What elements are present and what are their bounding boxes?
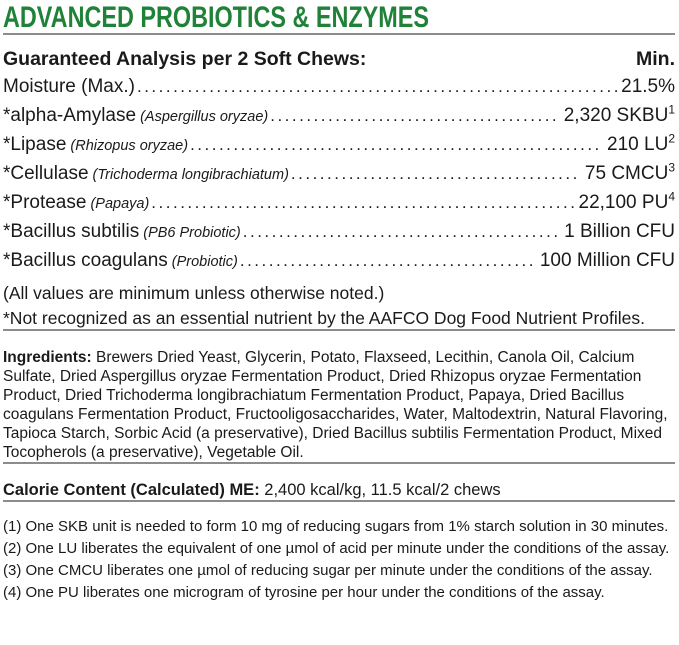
nutrient-name: *Bacillus coagulans [3, 250, 168, 271]
footnote-1: (1) One SKB unit is needed to form 10 mg of reducing sugars from 1% starch solution in 30 minutes. [3, 518, 669, 535]
calorie-value: 2,400 kcal/kg, 11.5 kcal/2 chews [264, 481, 501, 499]
analysis-row-value [564, 218, 675, 245]
value-text: 2,320 SKBU [563, 105, 669, 126]
analysis-row-value [585, 160, 675, 187]
nutrient-name: *Bacillus subtilis [3, 221, 140, 242]
species-name: (Trichoderma longibrachiatum) [92, 167, 289, 183]
species-name: (Aspergillus oryzae) [140, 109, 269, 125]
analysis-row-label [3, 218, 241, 247]
aafco-note: *Not recognized as an essential nutrient by the AAFCO Dog Food Nutrient Profiles. [3, 308, 645, 328]
analysis-row-value [579, 189, 675, 216]
nutrient-name: Moisture (Max.) [3, 76, 135, 97]
analysis-row-alpha-amylase [3, 102, 675, 131]
divider-footnotes [3, 500, 675, 502]
calorie-content [3, 480, 675, 500]
analysis-row-value [621, 73, 675, 100]
min-column-header: Min. [636, 48, 675, 70]
nutrient-name: *alpha-Amylase [3, 105, 137, 126]
analysis-row-label [3, 160, 289, 189]
footnote-2: (2) One LU liberates the equivalent of one µmol of acid per minute under the conditions of the assay. [3, 540, 670, 557]
value-text: 21.5% [621, 76, 675, 97]
divider-calorie [3, 462, 675, 464]
analysis-row-label [3, 247, 238, 276]
analysis-row-label [3, 189, 149, 218]
value-text: 75 CMCU [584, 163, 669, 184]
analysis-row-bacillus-coagulans [3, 247, 675, 276]
analysis-row-label [3, 73, 135, 102]
value-text: 1 Billion CFU [564, 221, 675, 242]
footnote-ref: 3 [668, 160, 675, 175]
species-name: (Rhizopus oryzae) [70, 138, 189, 154]
value-text: 22,100 PU [578, 192, 669, 213]
dot-leader [137, 73, 617, 100]
nutrient-name: *Cellulase [3, 163, 89, 184]
page-title: ADVANCED PROBIOTICS & ENZYMES [3, 1, 430, 34]
analysis-row-value [540, 247, 675, 274]
analysis-row-value [607, 131, 675, 158]
footnote-ref: 2 [668, 131, 675, 146]
footnotes [3, 516, 675, 604]
guaranteed-analysis-table [3, 73, 675, 276]
footnote-ref: 4 [668, 189, 675, 204]
species-name: (Probiotic) [171, 254, 238, 270]
footnote-4: (4) One PU liberates one microgram of tyrosine per hour under the conditions of the assay. [3, 584, 605, 601]
divider-ingredients [3, 329, 675, 331]
analysis-row-label [3, 102, 268, 131]
dot-leader [190, 131, 603, 158]
ingredients-text: Brewers Dried Yeast, Glycerin, Potato, Flaxseed, Lecithin, Canola Oil, Calcium Sulfate, Dried Aspergillus oryzae Fermentation Product, Dried Rhizopus oryzae Fermentation Product, Dried Trichoderma longibrachiatum Fermentation Product, Papaya, Dried Bacillus coagulans Fermentation Product, Fructooligosaccharides, Water, Maltodextrin, Natural Flavoring, Tapioca Starch, Sorbic Acid (a preservative), Dried Bacillus subtilis Fermentation Product, Mixed Tocopherols (a preservative), Vegetable Oil. [3, 349, 676, 461]
footnote-ref: 1 [668, 102, 675, 117]
analysis-row-cellulase [3, 160, 675, 189]
ingredients-label: Ingredients: [3, 349, 92, 366]
dot-leader [151, 189, 574, 216]
footnote-3: (3) One CMCU liberates one µmol of reducing sugar per minute under the conditions of the assay. [3, 562, 653, 579]
calorie-label: Calorie Content (Calculated) ME: [3, 481, 260, 499]
value-text: 210 LU [607, 134, 669, 155]
dot-leader [291, 160, 581, 187]
analysis-row-protease [3, 189, 675, 218]
nutrient-name: *Protease [3, 192, 87, 213]
dot-leader [270, 102, 560, 129]
minimum-values-note: (All values are minimum unless otherwise noted.) [3, 283, 385, 303]
guaranteed-analysis-heading: Guaranteed Analysis per 2 Soft Chews: [3, 48, 367, 70]
analysis-row-moisture [3, 73, 675, 102]
analysis-row-bacillus-subtilis [3, 218, 675, 247]
supplement-label [0, 3, 679, 645]
analysis-row-label [3, 131, 188, 160]
ingredients-paragraph [3, 348, 675, 462]
value-text: 100 Million CFU [539, 250, 675, 271]
species-name: (PB6 Probiotic) [143, 225, 241, 241]
dot-leader [240, 247, 536, 274]
analysis-row-value [564, 102, 675, 129]
nutrient-name: *Lipase [3, 134, 67, 155]
dot-leader [243, 218, 560, 245]
analysis-row-lipase [3, 131, 675, 160]
species-name: (Papaya) [90, 196, 150, 212]
guaranteed-analysis-header [3, 46, 675, 73]
